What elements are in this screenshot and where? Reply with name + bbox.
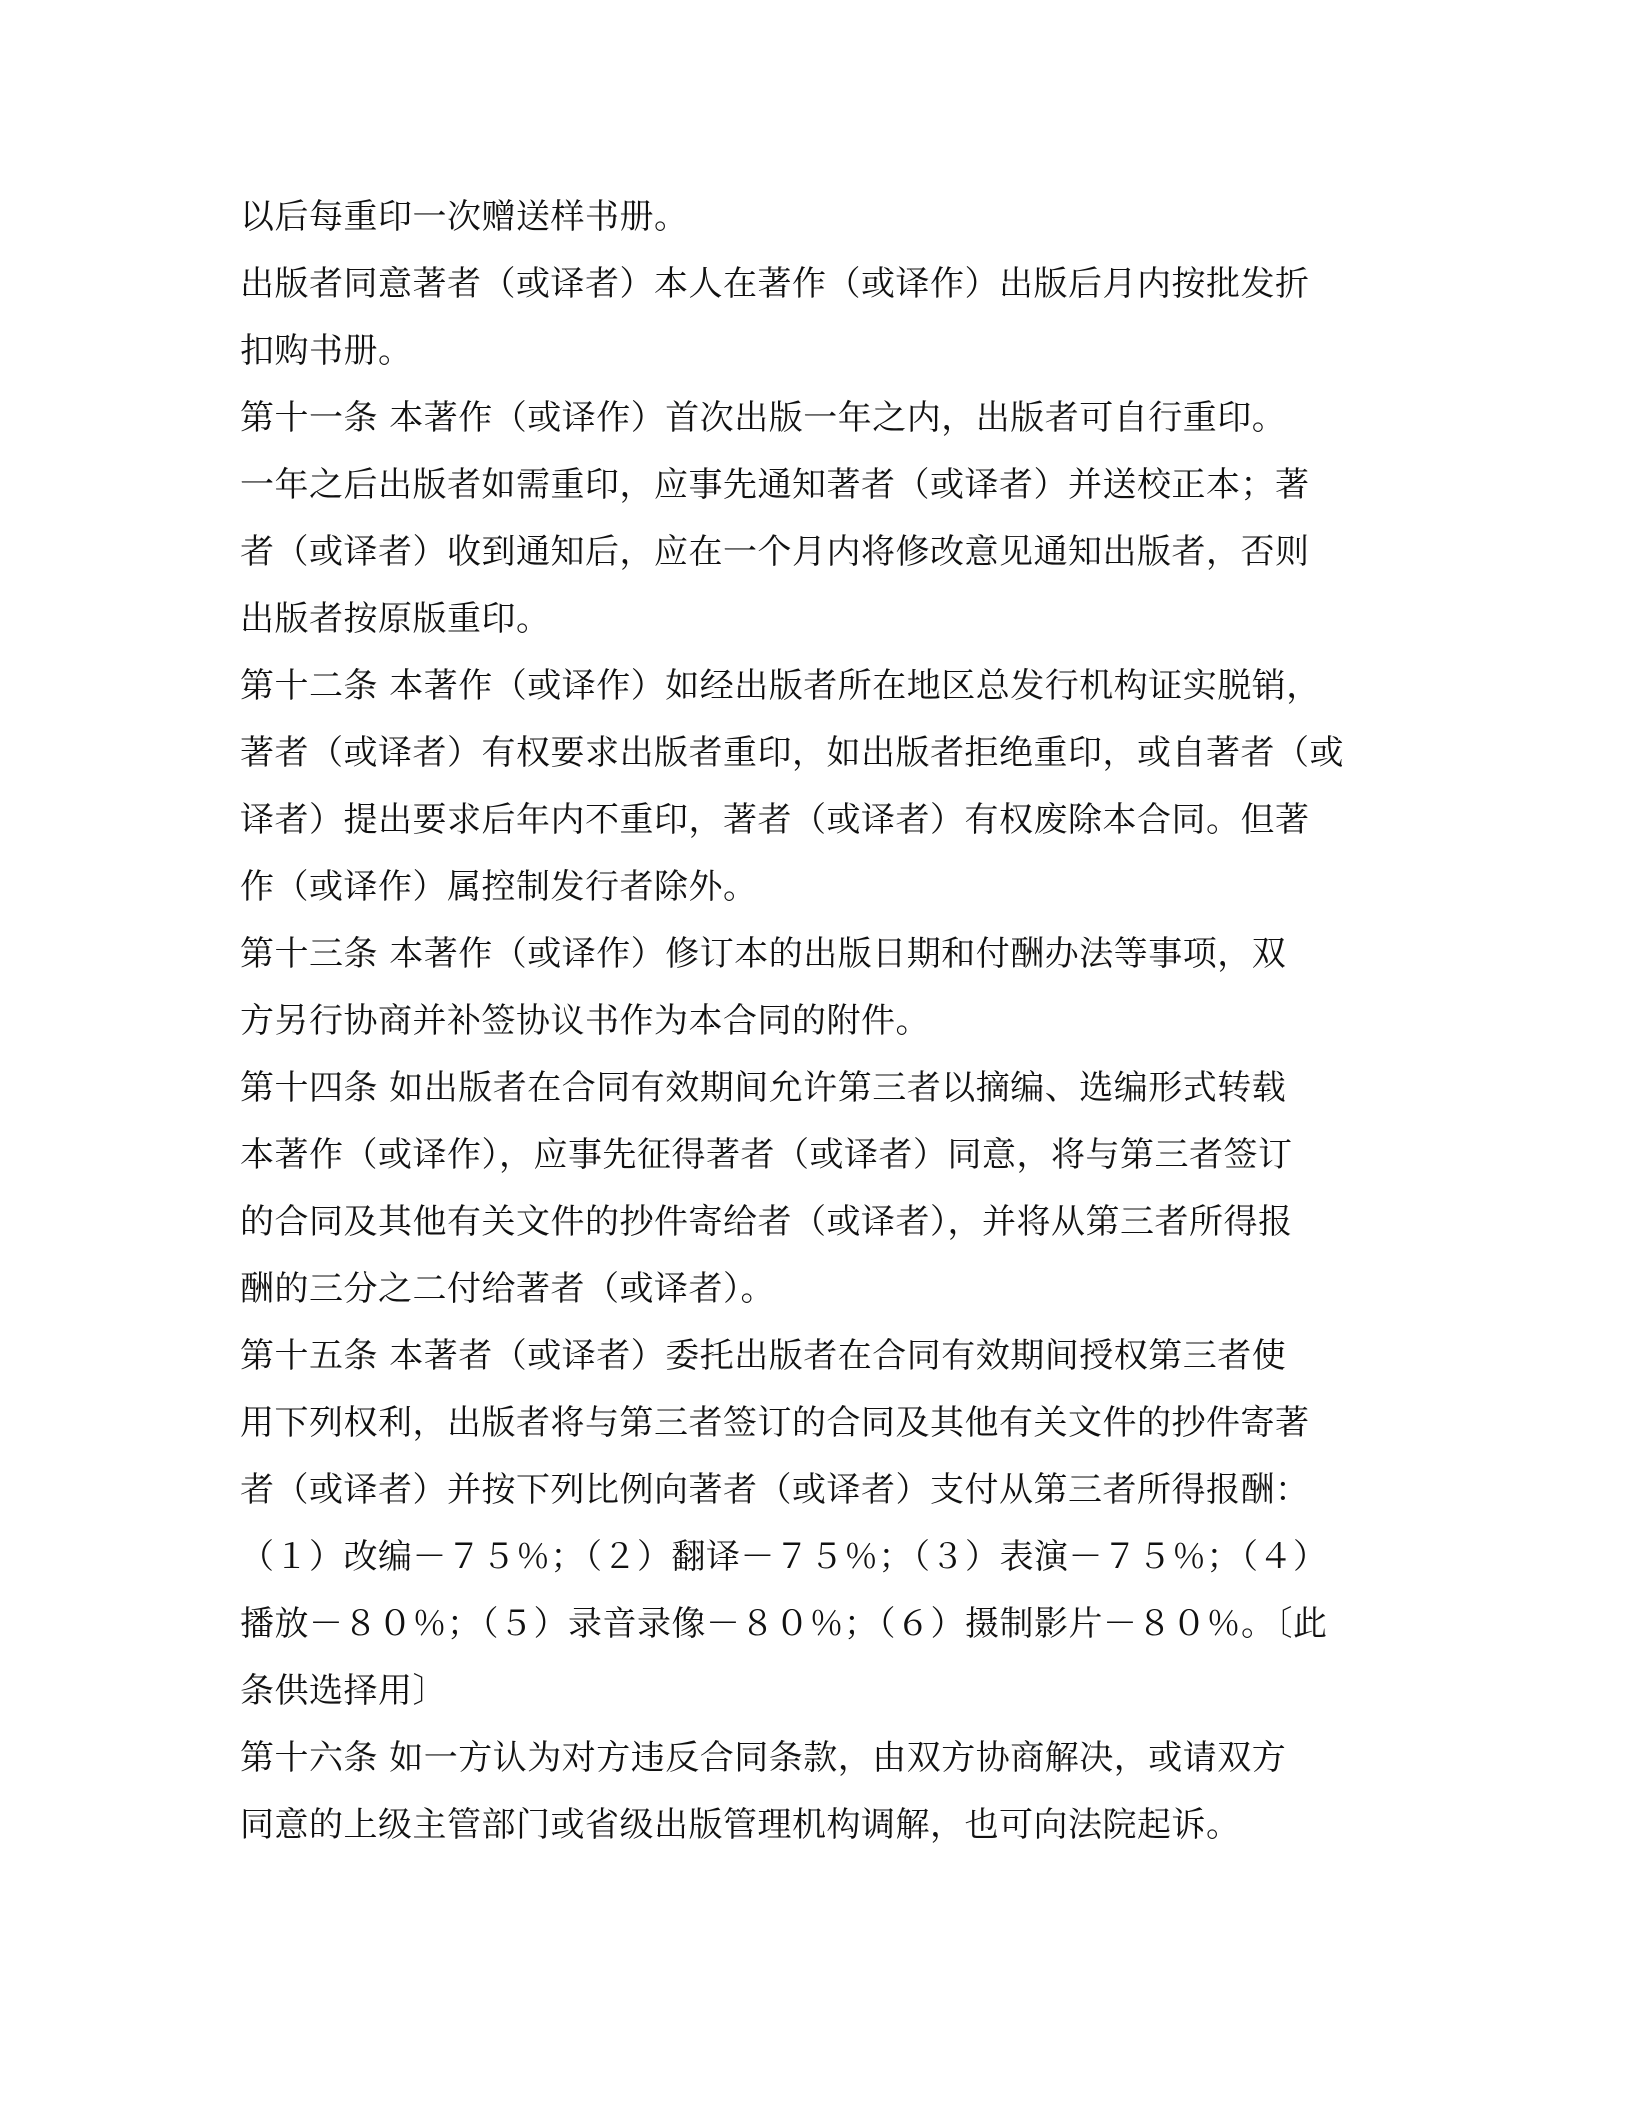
- text-line: 作（或译作）属控制发行者除外。: [240, 867, 758, 907]
- text-line: 著者（或译者）有权要求出版者重印，如出版者拒绝重印，或自著者（或: [240, 733, 1344, 773]
- text-line: 酬的三分之二付给著者（或译者）。: [240, 1269, 775, 1309]
- text-line: （１）改编－７５％；（２）翻译－７５％；（３）表演－７５％；（４）: [240, 1537, 1328, 1577]
- text-line: 用下列权利，出版者将与第三者签订的合同及其他有关文件的抄件寄著: [240, 1403, 1310, 1443]
- text-line: 的合同及其他有关文件的抄件寄给者（或译者），并将从第三者所得报: [240, 1202, 1293, 1242]
- text-line: 扣购书册。: [240, 331, 413, 371]
- text-line: 者（或译者）并按下列比例向著者（或译者）支付从第三者所得报酬：: [240, 1470, 1310, 1510]
- text-line: 条供选择用〕: [240, 1671, 447, 1711]
- text-line: 一年之后出版者如需重印，应事先通知著者（或译者）并送校正本；著: [240, 465, 1310, 505]
- text-line: 播放－８０％；（５）录音录像－８０％；（６）摄制影片－８０％。〔此: [240, 1604, 1328, 1644]
- text-line: 第十一条 本著作（或译作）首次出版一年之内，出版者可自行重印。: [240, 398, 1287, 438]
- text-line: 本著作（或译作），应事先征得著者（或译者）同意，将与第三者签订: [240, 1135, 1293, 1175]
- text-line: 方另行协商并补签协议书作为本合同的附件。: [240, 1001, 930, 1041]
- document-body: [240, 184, 1400, 1859]
- text-line: 第十三条 本著作（或译作）修订本的出版日期和付酬办法等事项，双: [240, 934, 1287, 974]
- text-line: 第十六条 如一方认为对方违反合同条款，由双方协商解决，或请双方: [240, 1738, 1287, 1778]
- text-line: 出版者同意著者（或译者）本人在著作（或译作）出版后月内按批发折: [240, 264, 1310, 304]
- text-line: 以后每重印一次赠送样书册。: [240, 197, 689, 237]
- text-line: 第十二条 本著作（或译作）如经出版者所在地区总发行机构证实脱销，: [240, 666, 1321, 706]
- text-line: 出版者按原版重印。: [240, 599, 551, 639]
- text-line: 同意的上级主管部门或省级出版管理机构调解，也可向法院起诉。: [240, 1805, 1241, 1845]
- text-line: 第十四条 如出版者在合同有效期间允许第三者以摘编、选编形式转载: [240, 1068, 1287, 1108]
- text-line: 第十五条 本著者（或译者）委托出版者在合同有效期间授权第三者使: [240, 1336, 1287, 1376]
- text-line: 译者）提出要求后年内不重印，著者（或译者）有权废除本合同。但著: [240, 800, 1310, 840]
- text-line: 者（或译者）收到通知后，应在一个月内将修改意见通知出版者，否则: [240, 532, 1310, 572]
